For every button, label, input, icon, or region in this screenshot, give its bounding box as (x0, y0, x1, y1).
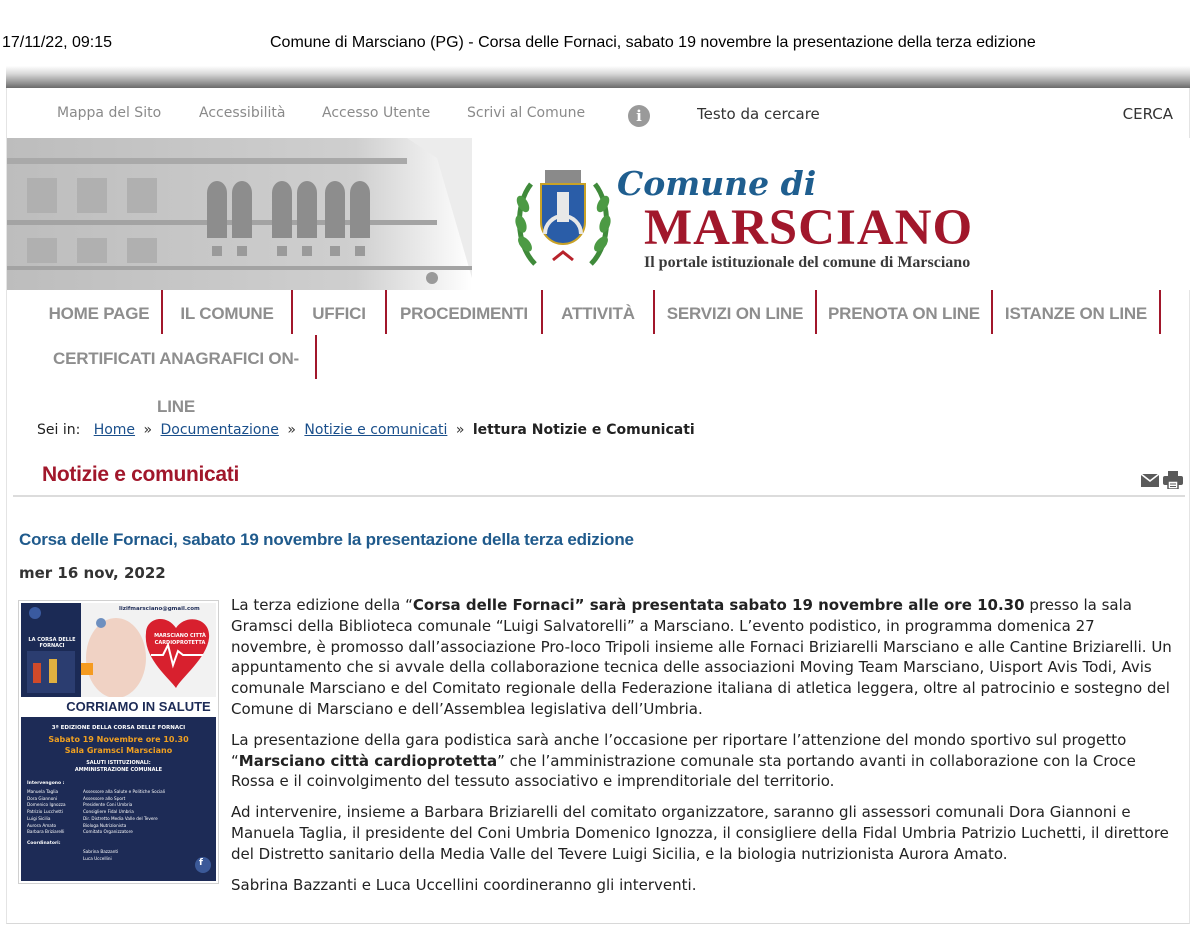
poster-event-name: LA CORSA DELLE FORNACI (28, 637, 76, 649)
article-image[interactable] (18, 600, 219, 884)
poster-speaker-row: Aurora Amato Biologa Nutrizionista (27, 822, 127, 828)
section-divider (13, 495, 1185, 497)
poster-coordinators-label: Coordinatori: (27, 841, 61, 846)
poster-where: Sala Gramsci Marsciano (64, 746, 173, 755)
poster-speaker-row: Domenico Ignozza Presidente Coni Umbria (27, 802, 133, 808)
poster-greetings-1: SALUTI ISTITUZIONALI: (86, 760, 151, 766)
nav-item-il-comune[interactable]: IL COMUNE (163, 290, 293, 334)
event-poster (21, 603, 216, 881)
poster-heart-text-1: MARSCIANO CITTÀ (154, 633, 206, 639)
section-title: Notizie e comunicati (42, 463, 240, 486)
poster-speaker-row: Barbara Briziarelli Comitato Organizzatore (27, 829, 133, 835)
poster-speaker-row: Dora Giannoni Assessore allo Sport (27, 795, 126, 801)
breadcrumb-prefix: Sei in: (37, 422, 81, 438)
article-paragraph: Ad intervenire, insieme a Barbara Briziarelli del comitato organizzatore, saranno gli assessori comunali Dora Giannoni e Manuela Taglia, il presidente del Coni Umbria Domenico Ignozza, il consigliere della Fidal Umbria Patrizio Luchetti, il direttore del Distretto sanitario della Media Valle del Tevere Luigi Sicilia, e la biologia nutrizionista Aurora Amato. (231, 803, 1169, 863)
nav-item-istanze-on-line[interactable]: ISTANZE ON LINE (993, 290, 1161, 334)
breadcrumb-link-documentazione[interactable]: Documentazione (160, 422, 279, 438)
poster-coordinator: Luca Uccellini (83, 856, 112, 861)
print-header (0, 0, 1200, 60)
link-write-to-comune[interactable]: Scrivi al Comune (467, 105, 586, 121)
poster-edition: 3ª EDIZIONE DELLA CORSA DELLE FORNACI (51, 725, 186, 731)
breadcrumb-current: lettura Notizie e Comunicati (472, 422, 695, 438)
article-paragraph: La terza edizione della “Corsa delle Fornaci” sarà presentata sabato 19 novembre alle ore 10.30 presso la sala Gramsci della Biblioteca comunale “Luigi Salvatorelli” a Marsciano. L’evento podistico, in programma domenica 27 novembre, è promosso dall’associazione Pro-loco Tripoli insieme alle Fornaci Briziarelli Marsciano e alle Cantine Briziarelli. Un appuntamento che si avvale della collaborazione tecnica delle associazioni Moving Team Marsciano, Uisport Avis Todi, Avis comunale Marsciano e del Comitato regionale della Federazione italiana di atletica leggera, oltre al patrocinio e sostegno del Comune di Marsciano e dell’Assemblea legislativa dell’Umbria. (231, 596, 1172, 718)
poster-speaker-row: Manuela Taglia Assessore alla Salute e Politiche Sociali (27, 789, 166, 794)
article-paragraph: La presentazione della gara podistica sarà anche l’occasione per riportare l’attenzione del mondo sportivo sul progetto “Marsciano città cardioprotetta” che l’amministrazione comunale sta portando avanti in collaborazione con la Croce Rossa e il coinvolgimento del tessuto associativo e imprenditoriale del territorio. (231, 730, 1136, 791)
poster-greetings-2: AMMINISTRAZIONE COMUNALE (74, 767, 163, 773)
breadcrumb-separator: » (455, 422, 465, 438)
print-icon[interactable] (1163, 471, 1183, 489)
search-input[interactable] (697, 102, 997, 126)
poster-speakers-label: Intervengono : (27, 781, 65, 786)
nav-item-uffici[interactable]: UFFICI (293, 290, 387, 334)
poster-when: Sabato 19 Novembre ore 10.30 (48, 735, 189, 744)
print-page-title: Comune di Marsciano (PG) - Corsa delle Fornaci, sabato 19 novembre la presentazione della terza edizione (270, 34, 1036, 51)
article-body (231, 595, 1179, 905)
logo-marsciano: MARSCIANO (644, 200, 974, 256)
poster-speaker-row: Luigi Sicilia Dir. Distretto Media Valle del Tevere (27, 815, 158, 821)
logo-tagline: Il portale istituzionale del comune di Marsciano (644, 254, 971, 271)
header-banner (7, 138, 1191, 290)
breadcrumb-separator: » (143, 422, 153, 438)
poster-speakers (27, 789, 212, 836)
article-title: Corsa delle Fornaci, sabato 19 novembre la presentazione della terza edizione (19, 530, 634, 549)
nav-item-prenota-on-line[interactable]: PRENOTA ON LINE (817, 290, 993, 334)
link-site-map[interactable]: Mappa del Sito (57, 105, 162, 121)
facebook-icon: f (199, 858, 203, 868)
logo-comune-di: Comune di (617, 164, 817, 203)
poster-slogan: CORRIAMO IN SALUTE (66, 699, 211, 714)
info-icon[interactable]: i (628, 105, 650, 127)
poster-coordinator: Sabrina Bazzanti (83, 849, 119, 854)
search-button[interactable]: CERCA (1122, 105, 1173, 123)
article-paragraph: Sabrina Bazzanti e Luca Uccellini coordineranno gli interventi. (231, 875, 697, 894)
link-accessibility[interactable]: Accessibilità (199, 105, 286, 121)
link-user-access[interactable]: Accesso Utente (322, 105, 431, 121)
utility-nav (7, 88, 1191, 138)
coat-of-arms-icon (513, 164, 613, 274)
poster-email: lizifmarsciano@gmail.com (119, 606, 200, 612)
building-photo (7, 138, 472, 290)
nav-item-servizi-on-line[interactable]: SERVIZI ON LINE (655, 290, 817, 334)
nav-item-procedimenti[interactable]: PROCEDIMENTI (387, 290, 543, 334)
browser-shadow-bar (6, 66, 1190, 88)
breadcrumb-separator: » (287, 422, 296, 438)
poster-heart-text-2: CARDIOPROTETTA (154, 640, 206, 646)
nav-item-home[interactable]: HOME PAGE (37, 290, 163, 334)
mail-icon[interactable] (1141, 474, 1159, 487)
breadcrumb-link-notizie[interactable]: Notizie e comunicati (304, 422, 448, 438)
poster-speaker-row: Patrizio Lucchetti Consigliere Fidal Umbria (27, 809, 134, 815)
nav-item-certificati-anagrafici[interactable]: CERTIFICATI ANAGRAFICI ON-LINE (37, 335, 317, 379)
page (6, 88, 1190, 924)
breadcrumb-link-home[interactable]: Home (93, 422, 136, 438)
nav-item-attivita[interactable]: ATTIVITÀ (543, 290, 655, 334)
print-datetime: 17/11/22, 09:15 (2, 34, 113, 51)
main-nav (7, 290, 1191, 416)
article-date: mer 16 nov, 2022 (19, 564, 166, 582)
breadcrumb (37, 422, 695, 438)
